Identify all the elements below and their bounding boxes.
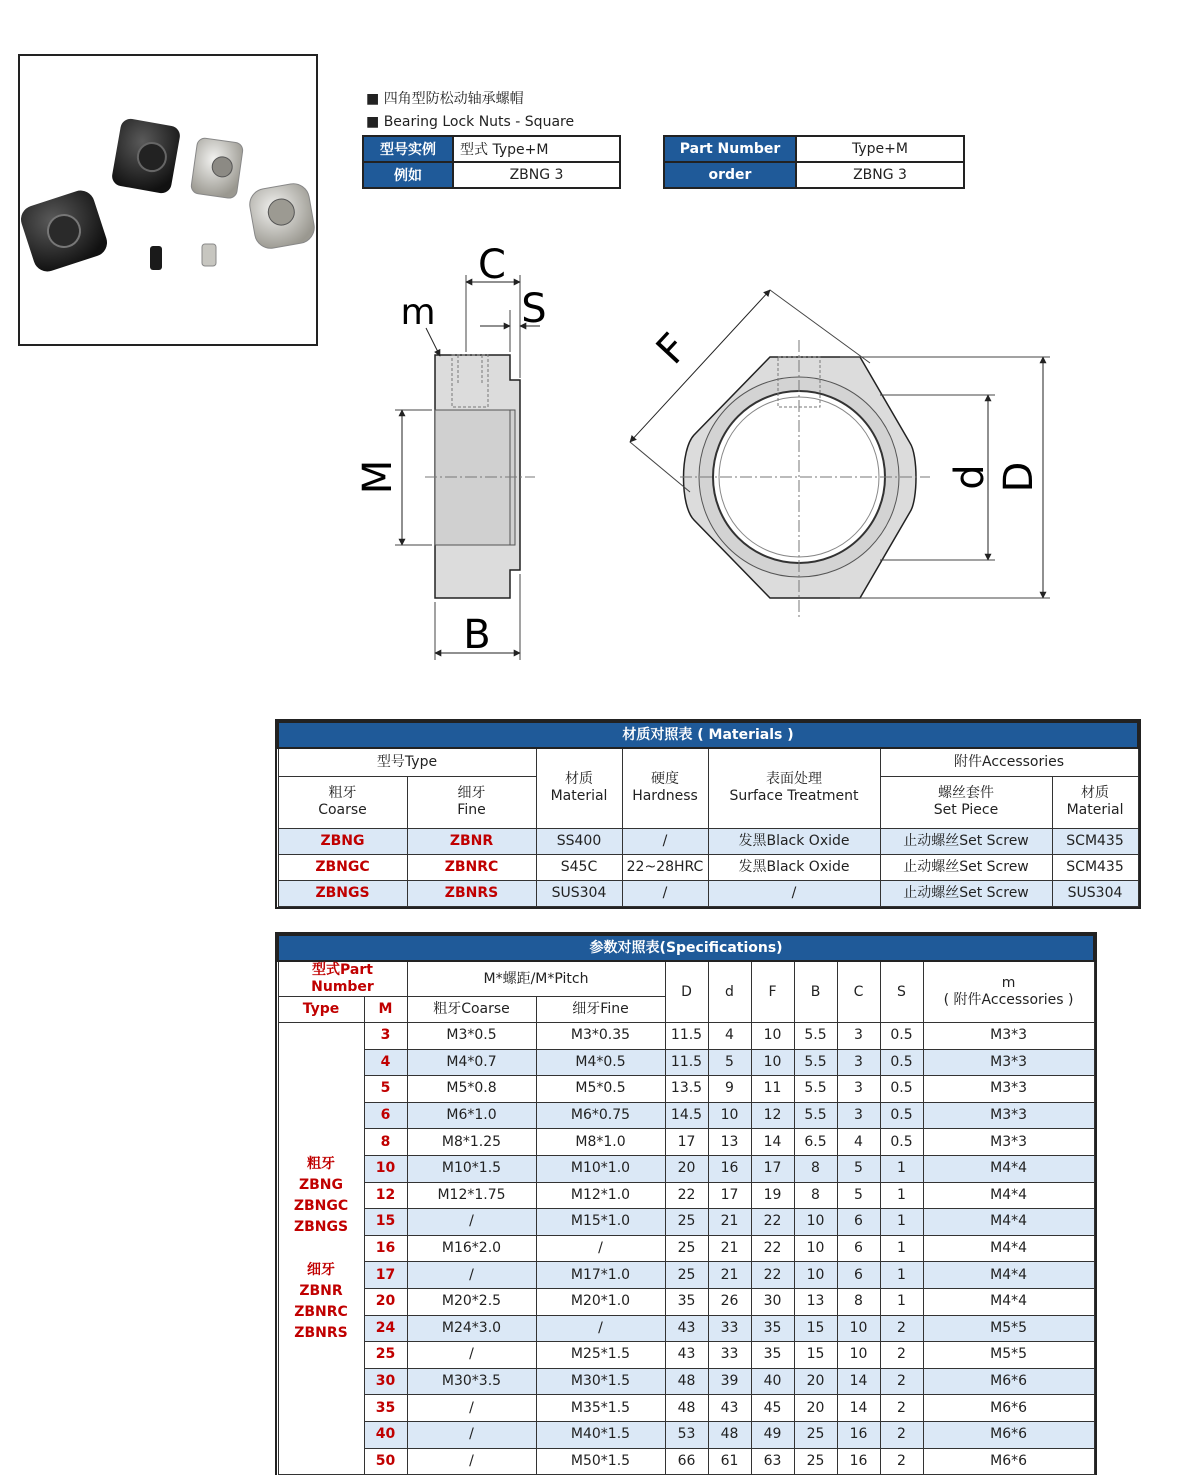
- specs-D: 43: [665, 1342, 708, 1369]
- label-m: m: [400, 292, 436, 333]
- specs-coarse: M4*0.7: [407, 1049, 536, 1076]
- materials-coarse: ZBNG: [278, 828, 407, 854]
- materials-fine: ZBNR: [407, 828, 536, 854]
- h-m-sub: ( 附件Accessories ): [943, 992, 1074, 1008]
- materials-hardness: /: [622, 828, 708, 854]
- specs-M: 5: [364, 1076, 407, 1103]
- specs-fine: M40*1.5: [536, 1421, 665, 1448]
- specs-M: 30: [364, 1368, 407, 1395]
- table-row: [278, 828, 1138, 854]
- specs-B: 25: [794, 1421, 837, 1448]
- table-row: [278, 1102, 1094, 1129]
- specs-m: M6*6: [923, 1368, 1094, 1395]
- specs-fine: M6*0.75: [536, 1102, 665, 1129]
- specs-h-m: [923, 961, 1094, 1023]
- specs-B: 10: [794, 1235, 837, 1262]
- specs-m: M4*4: [923, 1182, 1094, 1209]
- specs-C: 10: [837, 1315, 880, 1342]
- materials-h-surface: [708, 748, 880, 828]
- specs-d: 39: [708, 1368, 751, 1395]
- specs-M: 25: [364, 1342, 407, 1369]
- specs-B: 8: [794, 1155, 837, 1182]
- specs-M: 12: [364, 1182, 407, 1209]
- example-table-cn: [362, 135, 621, 189]
- specs-S: 1: [880, 1155, 923, 1182]
- specs-fine: M5*0.5: [536, 1076, 665, 1103]
- materials-fine: ZBNRC: [407, 854, 536, 880]
- materials-fine: ZBNRS: [407, 880, 536, 906]
- specs-d: 5: [708, 1049, 751, 1076]
- h-accmat-cn: 材质: [1081, 785, 1110, 801]
- specs-F: 10: [751, 1023, 794, 1050]
- materials-hardness: 22~28HRC: [622, 854, 708, 880]
- materials-coarse: ZBNGC: [278, 854, 407, 880]
- specs-S: 1: [880, 1235, 923, 1262]
- specs-m: M3*3: [923, 1076, 1094, 1103]
- materials-h-hardness: [622, 748, 708, 828]
- specs-F: 19: [751, 1182, 794, 1209]
- example-cn-label-1: 型号实例: [363, 136, 453, 162]
- specs-M: 24: [364, 1315, 407, 1342]
- materials-body: [278, 828, 1138, 906]
- specs-fine: /: [536, 1315, 665, 1342]
- label-d: d: [947, 464, 993, 490]
- specs-h-part: 型式Part Number: [278, 961, 407, 997]
- specs-C: 6: [837, 1209, 880, 1236]
- specs-S: 1: [880, 1209, 923, 1236]
- label-M: M: [355, 459, 401, 495]
- specs-coarse: /: [407, 1342, 536, 1369]
- specs-D: 48: [665, 1395, 708, 1422]
- specs-C: 6: [837, 1235, 880, 1262]
- specs-M: 10: [364, 1155, 407, 1182]
- type-coarse-label: 粗牙: [307, 1155, 335, 1172]
- table-row: [278, 1023, 1094, 1050]
- specs-d: 17: [708, 1182, 751, 1209]
- materials-setpiece: 止动螺丝Set Screw: [880, 854, 1052, 880]
- specs-D: 53: [665, 1421, 708, 1448]
- specs-coarse: M6*1.0: [407, 1102, 536, 1129]
- specs-d: 21: [708, 1235, 751, 1262]
- h-m: m: [1001, 975, 1016, 991]
- specs-m: M3*3: [923, 1023, 1094, 1050]
- title-cn: ■ 四角型防松动轴承螺帽: [366, 91, 524, 107]
- materials-hardness: /: [622, 880, 708, 906]
- product-photo: [18, 54, 318, 346]
- specs-m: M6*6: [923, 1448, 1094, 1475]
- table-row: [278, 1076, 1094, 1103]
- table-row: [278, 1262, 1094, 1289]
- example-en-value-2: ZBNG 3: [796, 162, 964, 188]
- specs-fine: M12*1.0: [536, 1182, 665, 1209]
- specs-F: 12: [751, 1102, 794, 1129]
- specs-D: 25: [665, 1209, 708, 1236]
- specs-m: M3*3: [923, 1102, 1094, 1129]
- specs-B: 13: [794, 1288, 837, 1315]
- label-F: F: [647, 325, 698, 374]
- h-setpiece-en: Set Piece: [933, 802, 999, 818]
- specs-d: 48: [708, 1421, 751, 1448]
- specs-F: 22: [751, 1209, 794, 1236]
- table-row: [278, 1368, 1094, 1395]
- specs-fine: /: [536, 1235, 665, 1262]
- specs-d: 21: [708, 1262, 751, 1289]
- specs-C: 5: [837, 1182, 880, 1209]
- specs-h-F: F: [751, 961, 794, 1023]
- specs-coarse: /: [407, 1448, 536, 1475]
- specs-D: 11.5: [665, 1023, 708, 1050]
- materials-accmat: SCM435: [1052, 828, 1138, 854]
- materials-surface: 发黑Black Oxide: [708, 854, 880, 880]
- h-material-en: Material: [550, 788, 608, 805]
- h-fine-cn: 细牙: [457, 785, 486, 801]
- specs-B: 5.5: [794, 1102, 837, 1129]
- specs-fine: M8*1.0: [536, 1129, 665, 1156]
- specs-C: 16: [837, 1421, 880, 1448]
- example-cn-value-2: ZBNG 3: [453, 162, 620, 188]
- example-table-en: [663, 135, 965, 189]
- type-coarse-item: ZBNGS: [293, 1218, 349, 1235]
- label-C: C: [478, 242, 506, 288]
- specs-C: 8: [837, 1288, 880, 1315]
- specs-S: 2: [880, 1368, 923, 1395]
- specs-F: 40: [751, 1368, 794, 1395]
- h-coarse-cn: 粗牙: [328, 785, 357, 801]
- specs-C: 3: [837, 1049, 880, 1076]
- specs-D: 13.5: [665, 1076, 708, 1103]
- h-setpiece-cn: 螺丝套件: [938, 785, 994, 801]
- materials-material: S45C: [536, 854, 622, 880]
- example-cn-label-2: 例如: [363, 162, 453, 188]
- materials-surface: /: [708, 880, 880, 906]
- type-fine-item: ZBNR: [299, 1282, 343, 1299]
- specs-C: 3: [837, 1102, 880, 1129]
- specs-d: 9: [708, 1076, 751, 1103]
- type-coarse-item: ZBNG: [298, 1176, 344, 1193]
- specs-D: 14.5: [665, 1102, 708, 1129]
- specs-F: 17: [751, 1155, 794, 1182]
- specs-D: 43: [665, 1315, 708, 1342]
- specs-F: 35: [751, 1342, 794, 1369]
- specs-S: 2: [880, 1395, 923, 1422]
- h-hardness-en: Hardness: [632, 788, 698, 805]
- title-cn-text: 四角型防松动轴承螺帽: [383, 91, 524, 107]
- specs-coarse: M20*2.5: [407, 1288, 536, 1315]
- specs-B: 15: [794, 1342, 837, 1369]
- specs-C: 14: [837, 1395, 880, 1422]
- materials-coarse: ZBNGS: [278, 880, 407, 906]
- specs-F: 49: [751, 1421, 794, 1448]
- specs-D: 11.5: [665, 1049, 708, 1076]
- type-coarse-item: ZBNGC: [293, 1197, 349, 1214]
- specs-m: M4*4: [923, 1262, 1094, 1289]
- specs-C: 16: [837, 1448, 880, 1475]
- specs-m: M4*4: [923, 1209, 1094, 1236]
- table-row: [278, 1421, 1094, 1448]
- label-S: S: [521, 286, 547, 332]
- front-view: [630, 290, 1050, 620]
- specs-h-D: D: [665, 961, 708, 1023]
- specs-B: 5.5: [794, 1076, 837, 1103]
- h-coarse-en: Coarse: [318, 802, 367, 818]
- specs-d: 26: [708, 1288, 751, 1315]
- specs-M: 15: [364, 1209, 407, 1236]
- specs-D: 48: [665, 1368, 708, 1395]
- specs-F: 22: [751, 1262, 794, 1289]
- specs-d: 16: [708, 1155, 751, 1182]
- specs-M: 20: [364, 1288, 407, 1315]
- specs-C: 4: [837, 1129, 880, 1156]
- specs-D: 20: [665, 1155, 708, 1182]
- table-row: [278, 1315, 1094, 1342]
- specs-B: 5.5: [794, 1023, 837, 1050]
- specs-C: 14: [837, 1368, 880, 1395]
- specs-d: 4: [708, 1023, 751, 1050]
- example-en-label-2: order: [664, 162, 796, 188]
- materials-setpiece: 止动螺丝Set Screw: [880, 828, 1052, 854]
- specs-coarse: /: [407, 1395, 536, 1422]
- specs-S: 2: [880, 1342, 923, 1369]
- specs-m: M5*5: [923, 1342, 1094, 1369]
- specs-S: 1: [880, 1262, 923, 1289]
- materials-h-fine: [407, 776, 536, 828]
- type-fine-item: ZBNRC: [294, 1303, 348, 1320]
- specs-fine: M15*1.0: [536, 1209, 665, 1236]
- specs-M: 8: [364, 1129, 407, 1156]
- specs-F: 11: [751, 1076, 794, 1103]
- specs-S: 0.5: [880, 1049, 923, 1076]
- h-material-cn: 材质: [565, 771, 593, 788]
- specs-h-d: d: [708, 961, 751, 1023]
- materials-caption: 材质对照表 ( Materials ): [278, 722, 1138, 748]
- materials-h-material: [536, 748, 622, 828]
- specs-fine: M50*1.5: [536, 1448, 665, 1475]
- specs-m: M4*4: [923, 1288, 1094, 1315]
- specs-C: 5: [837, 1155, 880, 1182]
- example-cn-value-1: 型式 Type+M: [453, 136, 620, 162]
- specs-S: 0.5: [880, 1102, 923, 1129]
- specs-h-B: B: [794, 961, 837, 1023]
- specs-fine: M20*1.0: [536, 1288, 665, 1315]
- table-row: [278, 854, 1138, 880]
- specs-m: M4*4: [923, 1155, 1094, 1182]
- specs-fine: M35*1.5: [536, 1395, 665, 1422]
- table-row: [278, 880, 1138, 906]
- specs-m: M6*6: [923, 1421, 1094, 1448]
- specs-h-coarse: 粗牙Coarse: [407, 997, 536, 1023]
- specs-m: M5*5: [923, 1315, 1094, 1342]
- specs-S: 0.5: [880, 1023, 923, 1050]
- specs-S: 2: [880, 1448, 923, 1475]
- specs-S: 2: [880, 1421, 923, 1448]
- specs-C: 10: [837, 1342, 880, 1369]
- h-surface-cn: 表面处理: [766, 771, 822, 788]
- specs-fine: M30*1.5: [536, 1368, 665, 1395]
- specs-S: 0.5: [880, 1076, 923, 1103]
- table-row: [278, 1288, 1094, 1315]
- table-row: [278, 1155, 1094, 1182]
- h-accmat-en: Material: [1066, 802, 1124, 818]
- materials-material: SUS304: [536, 880, 622, 906]
- specs-M: 16: [364, 1235, 407, 1262]
- specs-B: 20: [794, 1368, 837, 1395]
- specs-coarse: /: [407, 1209, 536, 1236]
- materials-h-type: 型号Type: [278, 748, 536, 776]
- table-row: [278, 1129, 1094, 1156]
- h-fine-en: Fine: [457, 802, 486, 818]
- specs-F: 35: [751, 1315, 794, 1342]
- specs-h-type: Type: [278, 997, 364, 1023]
- materials-setpiece: 止动螺丝Set Screw: [880, 880, 1052, 906]
- specs-h-pitch: M*螺距/M*Pitch: [407, 961, 665, 997]
- specs-m: M3*3: [923, 1129, 1094, 1156]
- specs-B: 15: [794, 1315, 837, 1342]
- specs-coarse: /: [407, 1262, 536, 1289]
- side-view: [355, 242, 547, 660]
- specs-F: 45: [751, 1395, 794, 1422]
- specs-M: 35: [364, 1395, 407, 1422]
- table-row: [278, 1209, 1094, 1236]
- specs-coarse: M10*1.5: [407, 1155, 536, 1182]
- specs-h-fine: 细牙Fine: [536, 997, 665, 1023]
- materials-material: SS400: [536, 828, 622, 854]
- specs-D: 25: [665, 1235, 708, 1262]
- table-row: [278, 1182, 1094, 1209]
- specs-M: 50: [364, 1448, 407, 1475]
- type-fine-label: 细牙: [307, 1261, 335, 1278]
- specs-D: 35: [665, 1288, 708, 1315]
- table-row: [278, 1395, 1094, 1422]
- specs-B: 5.5: [794, 1049, 837, 1076]
- specs-F: 14: [751, 1129, 794, 1156]
- specs-m: M4*4: [923, 1235, 1094, 1262]
- label-B: B: [463, 612, 491, 658]
- specs-F: 63: [751, 1448, 794, 1475]
- specs-S: 1: [880, 1288, 923, 1315]
- specs-C: 3: [837, 1076, 880, 1103]
- spacer: [279, 1238, 364, 1260]
- specs-D: 17: [665, 1129, 708, 1156]
- specs-d: 33: [708, 1342, 751, 1369]
- example-en-label-1: Part Number: [664, 136, 796, 162]
- title-en: ■ Bearing Lock Nuts - Square: [366, 114, 575, 130]
- specs-B: 10: [794, 1262, 837, 1289]
- materials-accmat: SCM435: [1052, 854, 1138, 880]
- specs-d: 10: [708, 1102, 751, 1129]
- specs-m: M6*6: [923, 1395, 1094, 1422]
- label-D: D: [996, 461, 1042, 493]
- materials-h-coarse: [278, 776, 407, 828]
- technical-drawing: [340, 230, 1080, 670]
- materials-h-accessories: 附件Accessories: [880, 748, 1138, 776]
- specs-F: 10: [751, 1049, 794, 1076]
- specs-d: 21: [708, 1209, 751, 1236]
- specs-m: M3*3: [923, 1049, 1094, 1076]
- specs-body: [278, 1023, 1094, 1475]
- specs-coarse: M16*2.0: [407, 1235, 536, 1262]
- specs-D: 66: [665, 1448, 708, 1475]
- title-en-text: Bearing Lock Nuts - Square: [383, 114, 575, 130]
- specs-fine: M3*0.35: [536, 1023, 665, 1050]
- table-row: [278, 1049, 1094, 1076]
- specs-M: 40: [364, 1421, 407, 1448]
- specs-h-S: S: [880, 961, 923, 1023]
- specs-B: 10: [794, 1209, 837, 1236]
- specs-coarse: M3*0.5: [407, 1023, 536, 1050]
- specs-fine: M4*0.5: [536, 1049, 665, 1076]
- specs-coarse: M30*3.5: [407, 1368, 536, 1395]
- specs-M: 17: [364, 1262, 407, 1289]
- materials-h-setpiece: [880, 776, 1052, 828]
- specs-B: 25: [794, 1448, 837, 1475]
- specs-fine: M10*1.0: [536, 1155, 665, 1182]
- specs-h-C: C: [837, 961, 880, 1023]
- specs-d: 61: [708, 1448, 751, 1475]
- specs-coarse: M24*3.0: [407, 1315, 536, 1342]
- specs-coarse: /: [407, 1421, 536, 1448]
- specs-D: 25: [665, 1262, 708, 1289]
- nuts-image: [20, 56, 316, 344]
- specs-M: 3: [364, 1023, 407, 1050]
- specs-table: [277, 934, 1095, 1475]
- specs-M: 6: [364, 1102, 407, 1129]
- example-en-value-1: Type+M: [796, 136, 964, 162]
- table-row: [278, 1342, 1094, 1369]
- specs-type-group: [278, 1023, 364, 1475]
- materials-surface: 发黑Black Oxide: [708, 828, 880, 854]
- type-fine-item: ZBNRS: [294, 1324, 348, 1341]
- specs-S: 0.5: [880, 1129, 923, 1156]
- specs-coarse: M12*1.75: [407, 1182, 536, 1209]
- specs-fine: M25*1.5: [536, 1342, 665, 1369]
- h-hardness-cn: 硬度: [651, 771, 679, 788]
- specs-fine: M17*1.0: [536, 1262, 665, 1289]
- materials-accmat: SUS304: [1052, 880, 1138, 906]
- specs-h-M: M: [364, 997, 407, 1023]
- specs-C: 3: [837, 1023, 880, 1050]
- specs-coarse: M8*1.25: [407, 1129, 536, 1156]
- specs-F: 30: [751, 1288, 794, 1315]
- table-row: [278, 1235, 1094, 1262]
- table-row: [278, 1448, 1094, 1475]
- specs-S: 1: [880, 1182, 923, 1209]
- specs-M: 4: [364, 1049, 407, 1076]
- specs-caption: 参数对照表(Specifications): [278, 935, 1094, 961]
- specs-B: 20: [794, 1395, 837, 1422]
- specs-B: 8: [794, 1182, 837, 1209]
- specs-F: 22: [751, 1235, 794, 1262]
- specs-B: 6.5: [794, 1129, 837, 1156]
- specs-C: 6: [837, 1262, 880, 1289]
- materials-table: [277, 721, 1139, 907]
- h-surface-en: Surface Treatment: [729, 788, 859, 805]
- specs-S: 2: [880, 1315, 923, 1342]
- specs-d: 43: [708, 1395, 751, 1422]
- specs-d: 33: [708, 1315, 751, 1342]
- specs-d: 13: [708, 1129, 751, 1156]
- specs-coarse: M5*0.8: [407, 1076, 536, 1103]
- materials-h-accmat: [1052, 776, 1138, 828]
- specs-D: 22: [665, 1182, 708, 1209]
